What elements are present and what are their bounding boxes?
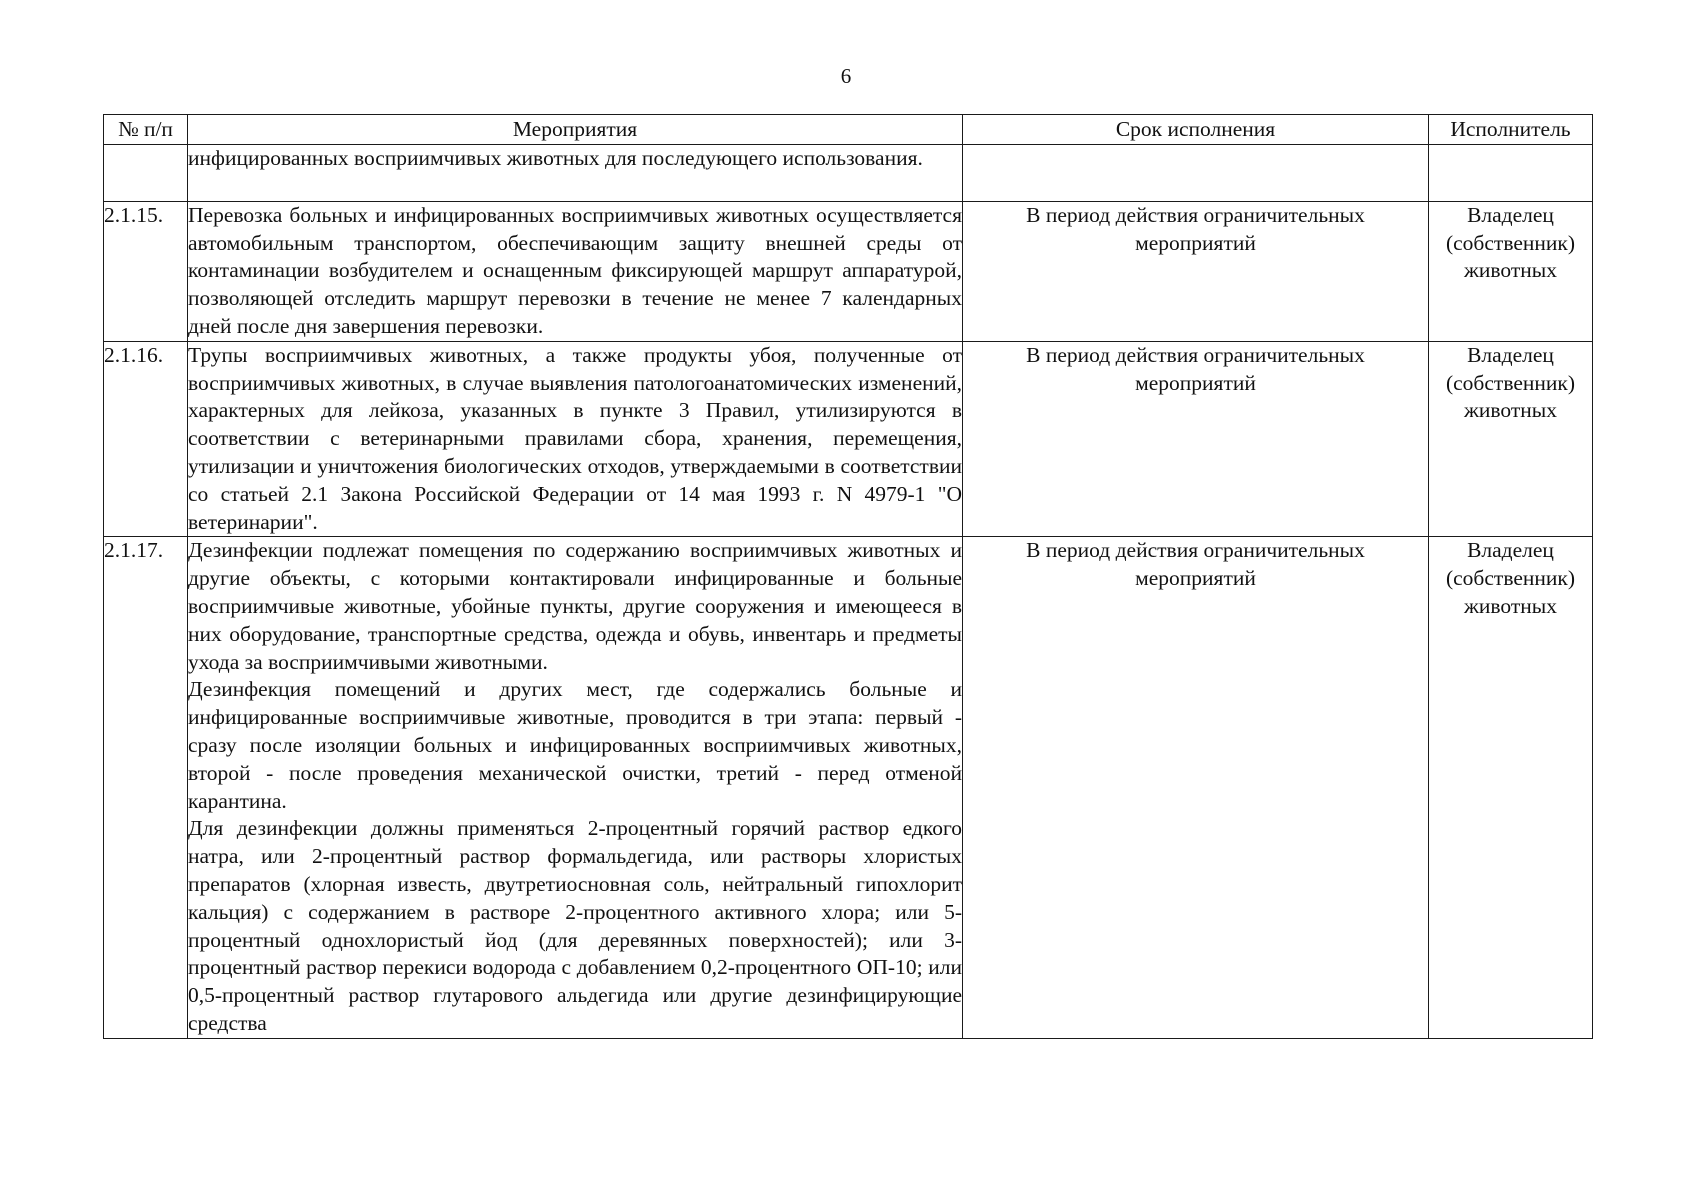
row-event bbox=[188, 201, 963, 341]
row-num bbox=[104, 144, 188, 201]
row-executor: Владелец (собственник) животных bbox=[1429, 537, 1593, 1038]
row-num: 2.1.15. bbox=[104, 201, 188, 341]
row-executor: Владелец (собственник) животных bbox=[1429, 341, 1593, 537]
table-row bbox=[104, 201, 1593, 341]
row-term: В период действия ограничительных мероприятий bbox=[963, 341, 1429, 537]
measures-table bbox=[103, 114, 1593, 1039]
row-term bbox=[963, 144, 1429, 201]
event-paragraph: Дезинфекции подлежат помещения по содержанию восприимчивых животных и другие объекты, с которыми контактировали инфицированные и больные восприимчивые животные, убойные пункты, другие сооружения и имеющееся в них оборудование, транспортные средства, одежда и обувь, инвентарь и предметы ухода за восприимчивыми животными. bbox=[188, 538, 962, 674]
event-paragraph: Для дезинфекции должны применяться 2-процентный горячий раствор едкого натра, или 2-процентный раствор формальдегида, или растворы хлористых препаратов (хлорная известь, двутретиосновная соль, нейтральный гипохлорит кальция) с содержанием в растворе 2-процентного активного хлора; или 5-процентный однохлористый йод (для деревянных поверхностей); или 3-процентный раствор перекиси водорода с добавлением 0,2-процентного ОП-10; или 0,5-процентный раствор глутарового альдегида или другие дезинфицирующие средства bbox=[188, 816, 962, 1035]
event-paragraph: инфицированных восприимчивых животных для последующего использования. bbox=[188, 145, 923, 170]
row-term: В период действия ограничительных мероприятий bbox=[963, 201, 1429, 341]
table-row-continuation bbox=[104, 144, 1593, 201]
table-row bbox=[104, 341, 1593, 537]
table-row bbox=[104, 537, 1593, 1038]
event-paragraph: Перевозка больных и инфицированных восприимчивых животных осуществляется автомобильным транспортом, обеспечивающим защиту внешней среды от контаминации возбудителем и оснащенным фиксирующей маршрут аппаратурой, позволяющей отследить маршрут перевозки в течение не менее 7 календарных дней после дня завершения перевозки. bbox=[188, 202, 962, 338]
row-num: 2.1.16. bbox=[104, 341, 188, 537]
table-header-row bbox=[104, 115, 1593, 145]
header-executor: Исполнитель bbox=[1429, 115, 1593, 145]
page-number: 6 bbox=[840, 64, 852, 88]
event-paragraph: Дезинфекция помещений и других мест, где содержались больные и инфицированные восприимчивые животные, проводится в три этапа: первый - сразу после изоляции больных и инфицированных восприимчивых животных, второй - после проведения механической очистки, третий - перед отменой карантина. bbox=[188, 677, 962, 813]
row-term: В период действия ограничительных мероприятий bbox=[963, 537, 1429, 1038]
header-num: № п/п bbox=[104, 115, 188, 145]
header-term: Срок исполнения bbox=[963, 115, 1429, 145]
header-event: Мероприятия bbox=[188, 115, 963, 145]
row-event bbox=[188, 144, 963, 201]
row-executor bbox=[1429, 144, 1593, 201]
row-executor: Владелец (собственник) животных bbox=[1429, 201, 1593, 341]
event-paragraph: Трупы восприимчивых животных, а также продукты убоя, полученные от восприимчивых животных, в случае выявления патологоанатомических изменений, характерных для лейкоза, указанных в пункте 3 Правил, утилизируются в соответствии с ветеринарными правилами сбора, хранения, перемещения, утилизации и уничтожения биологических отходов, утверждаемыми в соответствии со статьей 2.1 Закона Российской Федерации от 14 мая 1993 г. N 4979-1 "О ветеринарии". bbox=[188, 342, 962, 534]
row-event bbox=[188, 341, 963, 537]
row-num: 2.1.17. bbox=[104, 537, 188, 1038]
row-event bbox=[188, 537, 963, 1038]
